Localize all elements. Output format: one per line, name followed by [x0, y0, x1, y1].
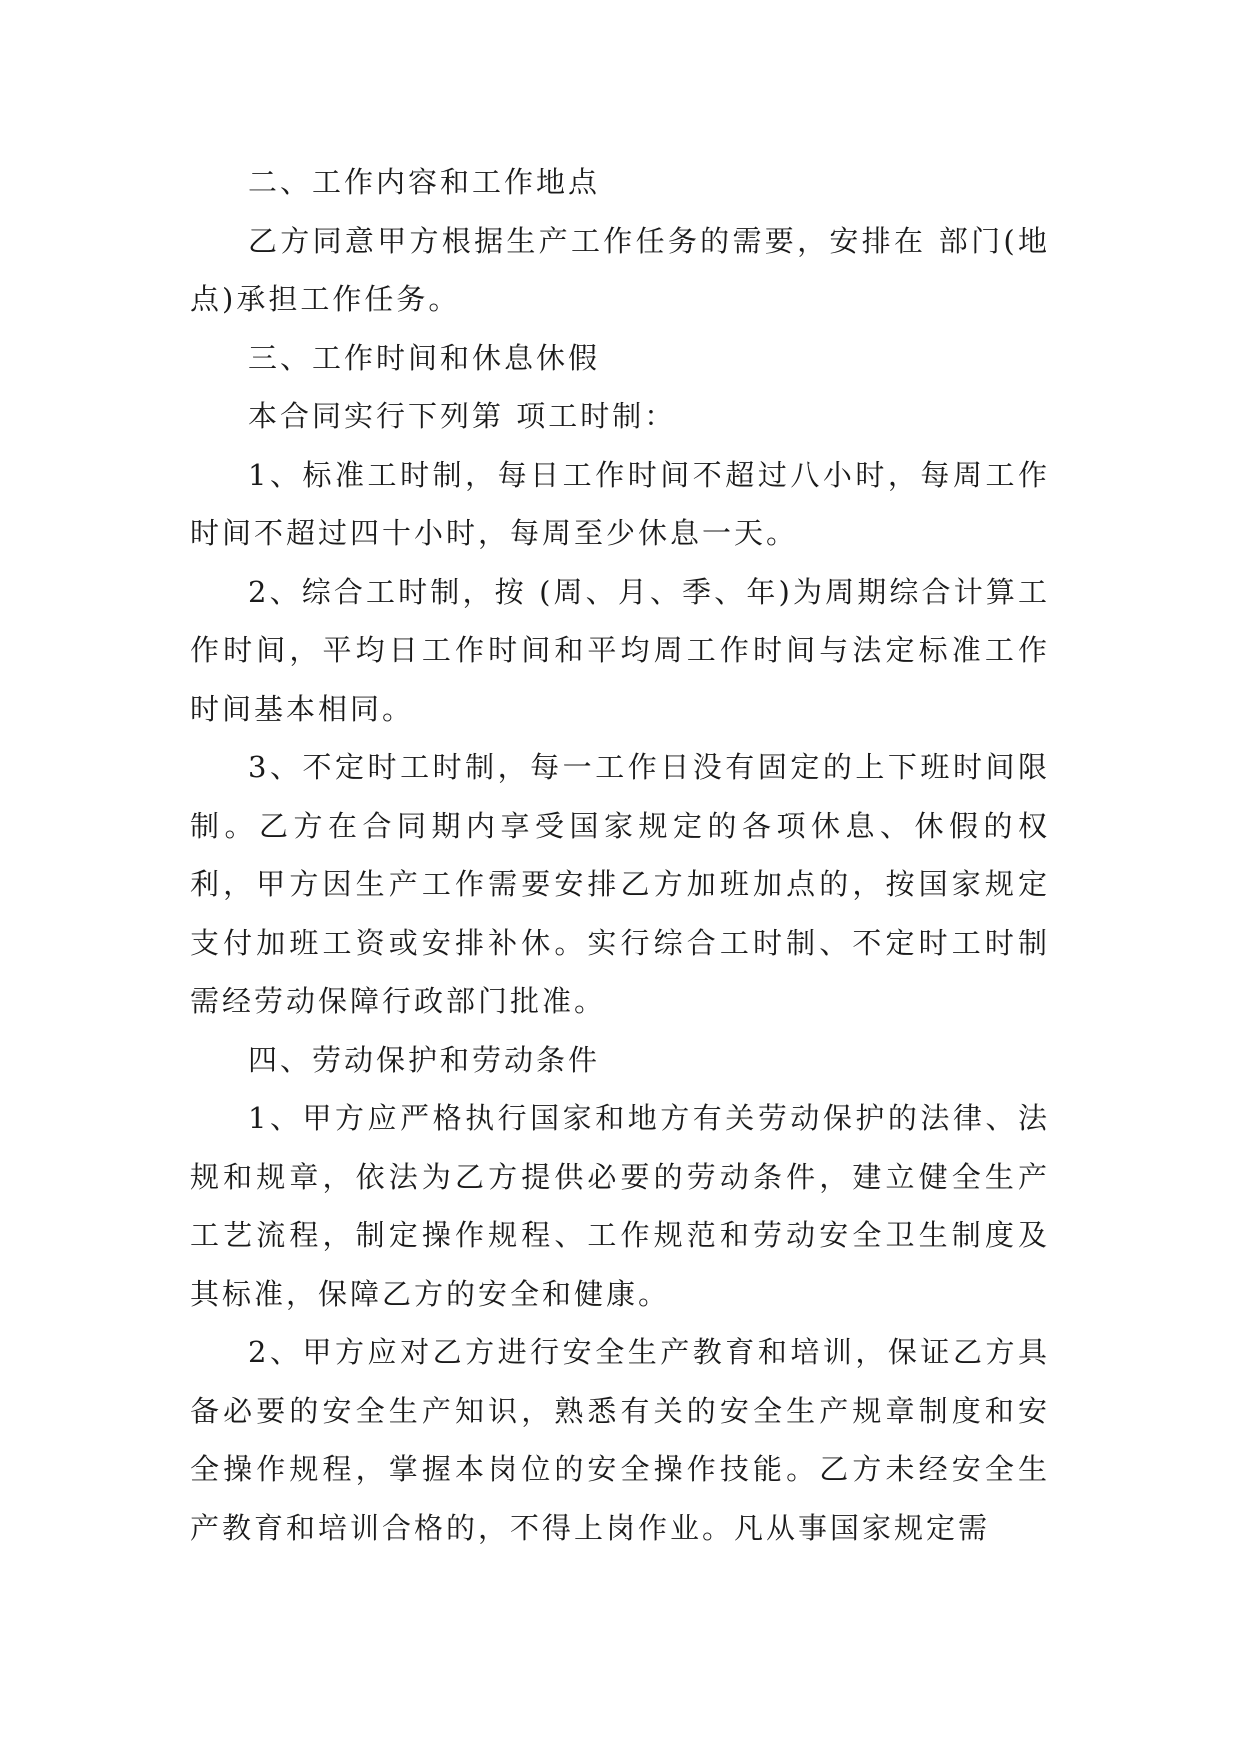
paragraph-work-assignment: 乙方同意甲方根据生产工作任务的需要，安排在 部门(地点)承担工作任务。 [190, 223, 1050, 316]
paragraph-flexible-hours: 3、不定时工时制，每一工作日没有固定的上下班时间限制。乙方在合同期内享受国家规定的各项休息、休假的权利，甲方因生产工作需要安排乙方加班加点的，按国家规定支付加班工资或安排补休。实行综合工时制、不定时工时制需经劳动保障行政部门批准。 [190, 750, 1050, 1018]
paragraph-hours-system-intro: 本合同实行下列第 项工时制： [248, 399, 677, 433]
heading-labor-protection: 四、劳动保护和劳动条件 [248, 1042, 601, 1077]
paragraph-comprehensive-hours: 2、综合工时制，按 (周、月、季、年)为周期综合计算工作时间，平均日工作时间和平均周工作时间与法定标准工作时间基本相同。 [190, 574, 1050, 726]
contract-body [190, 153, 1050, 1557]
heading-work-content-location: 二、工作内容和工作地点 [248, 165, 601, 199]
paragraph-labor-protection-1: 1、甲方应严格执行国家和地方有关劳动保护的法律、法规和规章，依法为乙方提供必要的劳动条件，建立健全生产工艺流程，制定操作规程、工作规范和劳动安全卫生制度及其标准，保障乙方的安全和健康。 [190, 1101, 1050, 1311]
heading-working-hours-rest: 三、工作时间和休息休假 [248, 340, 601, 375]
paragraph-standard-hours: 1、标准工时制，每日工作时间不超过八小时，每周工作时间不超过四十小时，每周至少休息一天。 [190, 457, 1050, 550]
paragraph-labor-protection-2: 2、甲方应对乙方进行安全生产教育和培训，保证乙方具备必要的安全生产知识，熟悉有关的安全生产规章制度和安全操作规程，掌握本岗位的安全操作技能。乙方未经安全生产教育和培训合格的，不得上岗作业。凡从事国家规定需 [190, 1335, 1050, 1545]
